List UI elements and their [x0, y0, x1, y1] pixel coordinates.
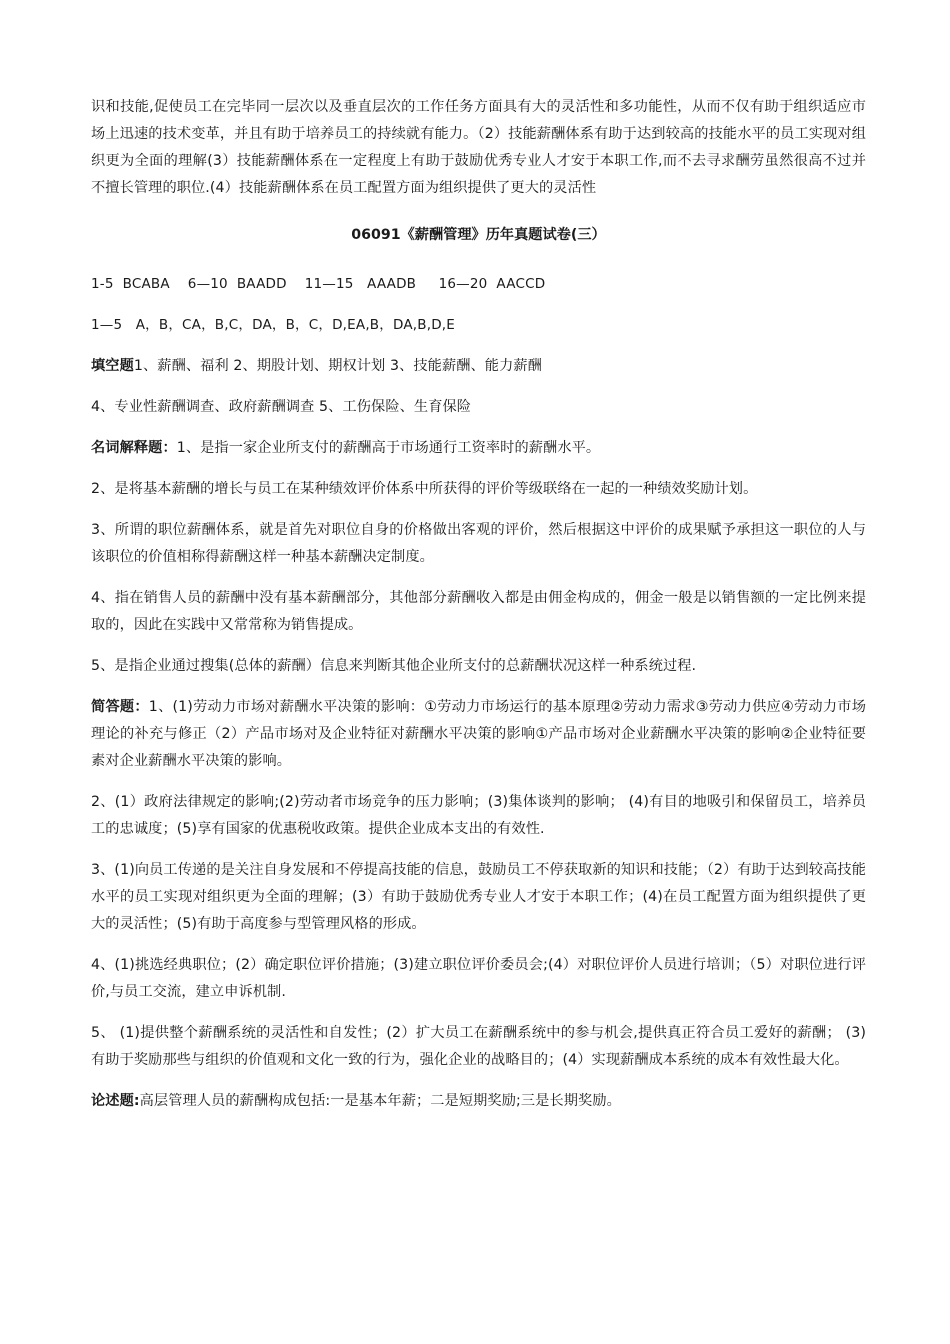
fill-blank-line-2: 4、专业性薪酬调查、政府薪酬调查 5、工伤保险、生育保险 [91, 399, 472, 415]
terms-item-3: 3、所谓的职位薪酬体系，就是首先对职位自身的价格做出客观的评价，然后根据这中评价的成果赋予承担这一职位的人与该职位的价值相称得薪酬这样一种基本薪酬决定制度。 [91, 522, 866, 565]
intro-paragraph: 识和技能,促使员工在完毕同一层次以及垂直层次的工作任务方面具有大的灵活性和多功能性，从而不仅有助于组织适应市场上迅速的技术变革，并且有助于培养员工的持续就有能力。（2）技能薪酬体系有助于达到较高的技能水平的员工实现对组织更为全面的理解(3）技能薪酬体系在一定程度上有助于鼓励优秀专业人才安于本职工作,而不去寻求酬劳虽然很高不过并不擅长管理的职位.(4）技能薪酬体系在员工配置方面为组织提供了更大的灵活性 [91, 99, 866, 196]
terms-item-4: 4、指在销售人员的薪酬中没有基本薪酬部分，其他部分薪酬收入都是由佣金构成的，佣金一般是以销售额的一定比例来提取的，因此在实践中又常常称为销售提成。 [91, 590, 866, 633]
short-item-5: 5、 (1)提供整个薪酬系统的灵活性和自发性；(2）扩大员工在薪酬系统中的参与机会,提供真正符合员工爱好的薪酬； (3)有助于奖励那些与组织的价值观和文化一致的行为，强化企业的战略目的；(4）实现薪酬成本系统的成本有效性最大化。 [91, 1025, 866, 1068]
multi-choice-answers: 1—5 A，B，CA，B,C，DA，B，C，D,EA,B，DA,B,D,E [91, 317, 456, 333]
single-choice-answers: 1-5 BCABA 6—10 BAADD 11—15 AAADB 16—20 AACCD [91, 276, 546, 292]
short-answer-1: 1、(1)劳动力市场对薪酬水平决策的影响：①劳动力市场运行的基本原理②劳动力需求③劳动力供应④劳动力市场理论的补充与修正（2）产品市场对及企业特征对薪酬水平决策的影响①产品市场对企业薪酬水平决策的影响②企业特征要素对企业薪酬水平决策的影响。 [91, 699, 867, 769]
terms-answer-1: 1、是指一家企业所支付的薪酬高于市场通行工资率时的薪酬水平。 [176, 440, 601, 456]
short-item-4: 4、(1)挑选经典职位；(2）确定职位评价措施；(3)建立职位评价委员会;(4）对职位评价人员进行培训；（5）对职位进行评价,与员工交流，建立申诉机制. [91, 957, 866, 1000]
terms-item-5: 5、是指企业通过搜集(总体的薪酬）信息来判断其他企业所支付的总薪酬状况这样一种系统过程. [91, 658, 697, 674]
essay-answer: 高层管理人员的薪酬构成包括:一是基本年薪；二是短期奖励;三是长期奖励。 [139, 1093, 621, 1109]
short-label: 简答题： [91, 699, 149, 715]
essay-item [91, 1088, 866, 1115]
short-item-1 [91, 694, 866, 775]
essay-label: 论述题: [91, 1093, 140, 1109]
fill-blank-answers-1: 1、薪酬、福利 2、期股计划、期权计划 3、技能薪酬、能力薪酬 [133, 358, 542, 374]
terms-item-2: 2、是将基本薪酬的增长与员工在某种绩效评价体系中所获得的评价等级联络在一起的一种绩效奖励计划。 [91, 481, 758, 497]
exam-title: 06091《薪酬管理》历年真题试卷(三） [351, 227, 606, 243]
fill-blank-line-1 [91, 353, 866, 380]
short-item-2: 2、(1）政府法律规定的影响;(2)劳动者市场竞争的压力影响；(3)集体谈判的影响； (4)有目的地吸引和保留员工，培养员工的忠诚度；(5)享有国家的优惠税收政策。提供企业成本支出的有效性. [91, 794, 866, 837]
short-item-3: 3、(1)向员工传递的是关注自身发展和不停提高技能的信息，鼓励员工不停获取新的知识和技能；（2）有助于达到较高技能水平的员工实现对组织更为全面的理解；(3）有助于鼓励优秀专业人才安于本职工作；(4)在员工配置方面为组织提供了更大的灵活性；(5)有助于高度参与型管理风格的形成。 [91, 862, 866, 932]
document-page [91, 94, 866, 1129]
terms-item-1 [91, 435, 866, 462]
terms-label: 名词解释题： [91, 440, 177, 456]
fill-blank-label: 填空题 [91, 358, 134, 374]
